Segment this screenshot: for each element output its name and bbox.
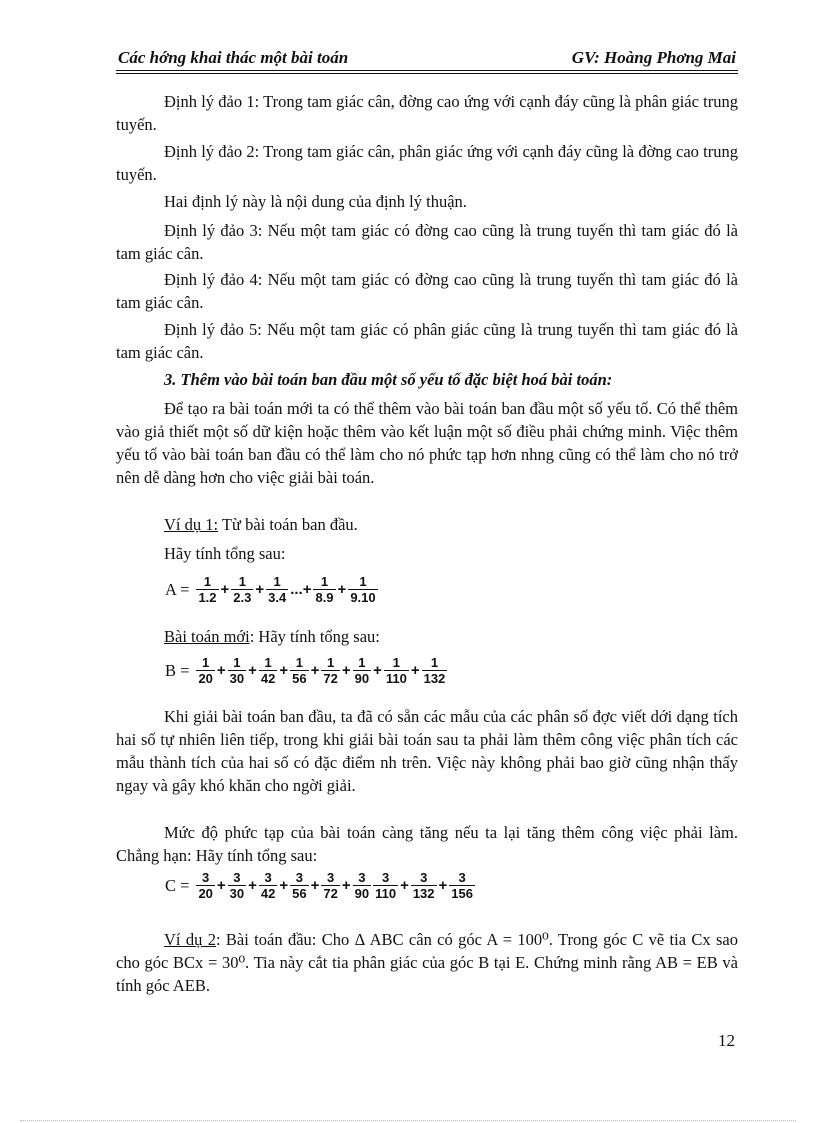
fraction-denominator: 20 xyxy=(198,671,213,686)
fraction-numerator: 1 xyxy=(392,655,400,670)
operator: + xyxy=(216,877,226,894)
paragraph-compute-sum: Hãy tính tổng sau: xyxy=(164,544,286,563)
fraction-denominator: 56 xyxy=(292,671,307,686)
fraction-numerator: 3 xyxy=(264,870,272,885)
fraction-numerator: 1 xyxy=(358,655,366,670)
fraction-numerator: 1 xyxy=(320,574,329,589)
example-2-text: : Bài toán đầu: Cho Δ ABC cân có góc A = 100⁰. Trong góc C vẽ tia Cx sao cho góc BCx = 30⁰. Tia này cắt tia phân giác của góc B tại E. Chứng minh rằng AB = EB và tính góc AEB. xyxy=(116,930,739,995)
fraction-numerator: 3 xyxy=(326,870,335,885)
fraction-numerator: 1 xyxy=(233,655,241,670)
fraction-numerator: 3 xyxy=(458,870,466,885)
operator: + xyxy=(410,662,420,679)
operator: + xyxy=(279,877,289,894)
fraction-denominator: 2.3 xyxy=(233,590,252,605)
operator: + xyxy=(220,581,230,598)
fraction xyxy=(290,870,308,901)
paragraph-intro: Để tạo ra bài toán mới ta có thể thêm vào bài toán ban đầu một số yếu tố. Có thể thêm vào giả thiết một số dữ kiện hoặc thêm vào kết luận một số điều phải chứng minh. Việc thêm yếu tố vào bài toán ban đầu có thể làm cho nó phức tạp hơn nhng cũng có thể làm cho nó trở nên dễ dàng hơn cho việc giải bài toán. xyxy=(116,399,738,487)
page-header xyxy=(116,48,738,70)
paragraph-theorem-1: Định lý đảo 1: Trong tam giác cân, đờng cao ứng với cạnh đáy cũng là phân giác trung tuyến. xyxy=(116,92,738,134)
fraction xyxy=(353,655,371,686)
fraction-numerator: 1 xyxy=(238,574,246,589)
fraction-numerator: 1 xyxy=(264,655,272,670)
fraction-numerator: 1 xyxy=(430,655,439,670)
operator: + xyxy=(255,581,265,598)
fraction-denominator: 8.9 xyxy=(315,590,334,605)
header-title: Các hớng khai thác một bài toán xyxy=(118,48,349,67)
formula-lhs: C = xyxy=(165,875,190,895)
fraction xyxy=(266,574,288,605)
fraction xyxy=(411,870,437,901)
header-author: GV: Hoàng Phơng Mai xyxy=(571,48,736,67)
fraction-denominator: 110 xyxy=(385,671,407,686)
operator: + xyxy=(248,662,257,679)
operator: + xyxy=(337,581,347,598)
new-problem-text: : Hãy tính tổng sau: xyxy=(249,627,380,646)
fraction xyxy=(422,655,448,686)
paragraph-note: Hai định lý này là nội dung của định lý thuận. xyxy=(164,192,467,211)
fraction-denominator: 132 xyxy=(412,886,435,901)
fraction-denominator: 72 xyxy=(323,886,338,901)
fraction-numerator: 1 xyxy=(359,574,367,589)
paragraph-theorem-5: Định lý đảo 5: Nếu một tam giác có phân giác cũng là trung tuyến thì tam giác đó là tam giác cân. xyxy=(116,320,738,362)
fraction-numerator: 1 xyxy=(203,574,212,589)
fraction xyxy=(321,870,339,901)
formula-b xyxy=(165,655,448,686)
example-2-paragraph xyxy=(116,928,738,997)
fraction-numerator: 1 xyxy=(273,574,281,589)
operator: + xyxy=(373,662,382,679)
operator: + xyxy=(438,877,448,894)
fraction xyxy=(321,655,339,686)
fraction-denominator: 20 xyxy=(198,886,213,901)
fraction-numerator: 1 xyxy=(295,655,303,670)
formula-lhs: A = xyxy=(165,579,190,599)
fraction-denominator: 3.4 xyxy=(268,590,287,605)
fraction-denominator: 72 xyxy=(323,671,338,686)
footer-dotted-line xyxy=(20,1120,796,1121)
formula-a xyxy=(165,574,379,605)
fraction xyxy=(231,574,253,605)
fraction-numerator: 1 xyxy=(202,655,210,670)
fraction xyxy=(259,655,277,686)
fraction-numerator: 3 xyxy=(202,870,210,885)
operator: + xyxy=(310,877,320,894)
page-number: 12 xyxy=(718,1031,735,1050)
fraction-denominator: 9.10 xyxy=(350,590,376,605)
example-1-line xyxy=(116,513,738,536)
fraction-numerator: 1 xyxy=(326,655,335,670)
fraction xyxy=(196,870,214,901)
operator: + xyxy=(310,662,320,679)
paragraph-complexity: Mức độ phức tạp của bài toán càng tăng nếu ta lại tăng thêm công việc phải làm. Chẳng hạn: Hãy tính tổng sau: xyxy=(116,823,738,865)
fraction-denominator: 30 xyxy=(229,671,245,686)
fraction xyxy=(449,870,475,901)
fraction xyxy=(313,574,335,605)
header-rule xyxy=(116,70,738,71)
operator: ...+ xyxy=(290,581,312,598)
section-heading: 3. Thêm vào bài toán ban đầu một số yếu tố đặc biệt hoá bài toán: xyxy=(164,370,613,389)
fraction-denominator: 110 xyxy=(375,886,397,901)
fraction xyxy=(348,574,377,605)
fraction-numerator: 3 xyxy=(381,870,390,885)
fraction xyxy=(228,870,246,901)
fraction-numerator: 3 xyxy=(233,870,241,885)
fraction-denominator: 90 xyxy=(354,671,370,686)
fraction-numerator: 3 xyxy=(420,870,428,885)
fraction xyxy=(290,655,308,686)
paragraph-theorem-4: Định lý đảo 4: Nếu một tam giác có đờng cao cũng là trung tuyến thì tam giác đó là tam giác cân. xyxy=(116,270,738,312)
fraction xyxy=(196,574,218,605)
fraction xyxy=(353,870,371,901)
operator: + xyxy=(248,877,257,894)
operator: + xyxy=(341,662,351,679)
new-problem-line xyxy=(116,625,738,648)
fraction-denominator: 56 xyxy=(292,886,307,901)
fraction-denominator: 90 xyxy=(354,886,370,901)
fraction-denominator: 156 xyxy=(451,886,473,901)
fraction-denominator: 42 xyxy=(260,886,276,901)
header-rule-thin xyxy=(116,73,738,74)
fraction xyxy=(228,655,246,686)
paragraph-theorem-2: Định lý đảo 2: Trong tam giác cân, phân giác ứng với cạnh đáy cũng là đờng cao trung tuyến. xyxy=(116,142,738,184)
example-1-text: Từ bài toán ban đầu. xyxy=(218,515,358,534)
fraction-numerator: 3 xyxy=(358,870,366,885)
fraction-numerator: 3 xyxy=(295,870,303,885)
operator: + xyxy=(400,877,409,894)
new-problem-label: Bài toán mới xyxy=(164,627,250,646)
paragraph-discussion: Khi giải bài toán ban đầu, ta đã có sẵn các mẫu của các phân số đợc viết dới dạng tích hai số tự nhiên liên tiếp, trong khi giải bài toán sau ta phải làm thêm công việc phân tích các mẫu thành tích của hai số có đặc điểm nh trên. Việc này không phải bao giờ cũng nhận thấy ngay và gây khó khăn cho ngời giải. xyxy=(116,707,738,795)
fraction xyxy=(373,870,398,901)
fraction xyxy=(259,870,277,901)
fraction xyxy=(196,655,214,686)
operator: + xyxy=(279,662,289,679)
fraction-denominator: 42 xyxy=(260,671,276,686)
fraction-denominator: 30 xyxy=(229,886,245,901)
operator: + xyxy=(341,877,351,894)
fraction-denominator: 1.2 xyxy=(198,590,217,605)
paragraph-theorem-3: Định lý đảo 3: Nếu một tam giác có đờng cao cũng là trung tuyến thì tam giác đó là tam giác cân. xyxy=(116,221,738,263)
fraction-denominator: 132 xyxy=(423,671,446,686)
formula-c xyxy=(165,870,476,901)
operator: + xyxy=(216,662,226,679)
example-2-label: Ví dụ 2 xyxy=(164,930,216,949)
formula-lhs: B = xyxy=(165,660,190,680)
example-1-label: Ví dụ 1: xyxy=(164,515,219,534)
fraction xyxy=(384,655,409,686)
